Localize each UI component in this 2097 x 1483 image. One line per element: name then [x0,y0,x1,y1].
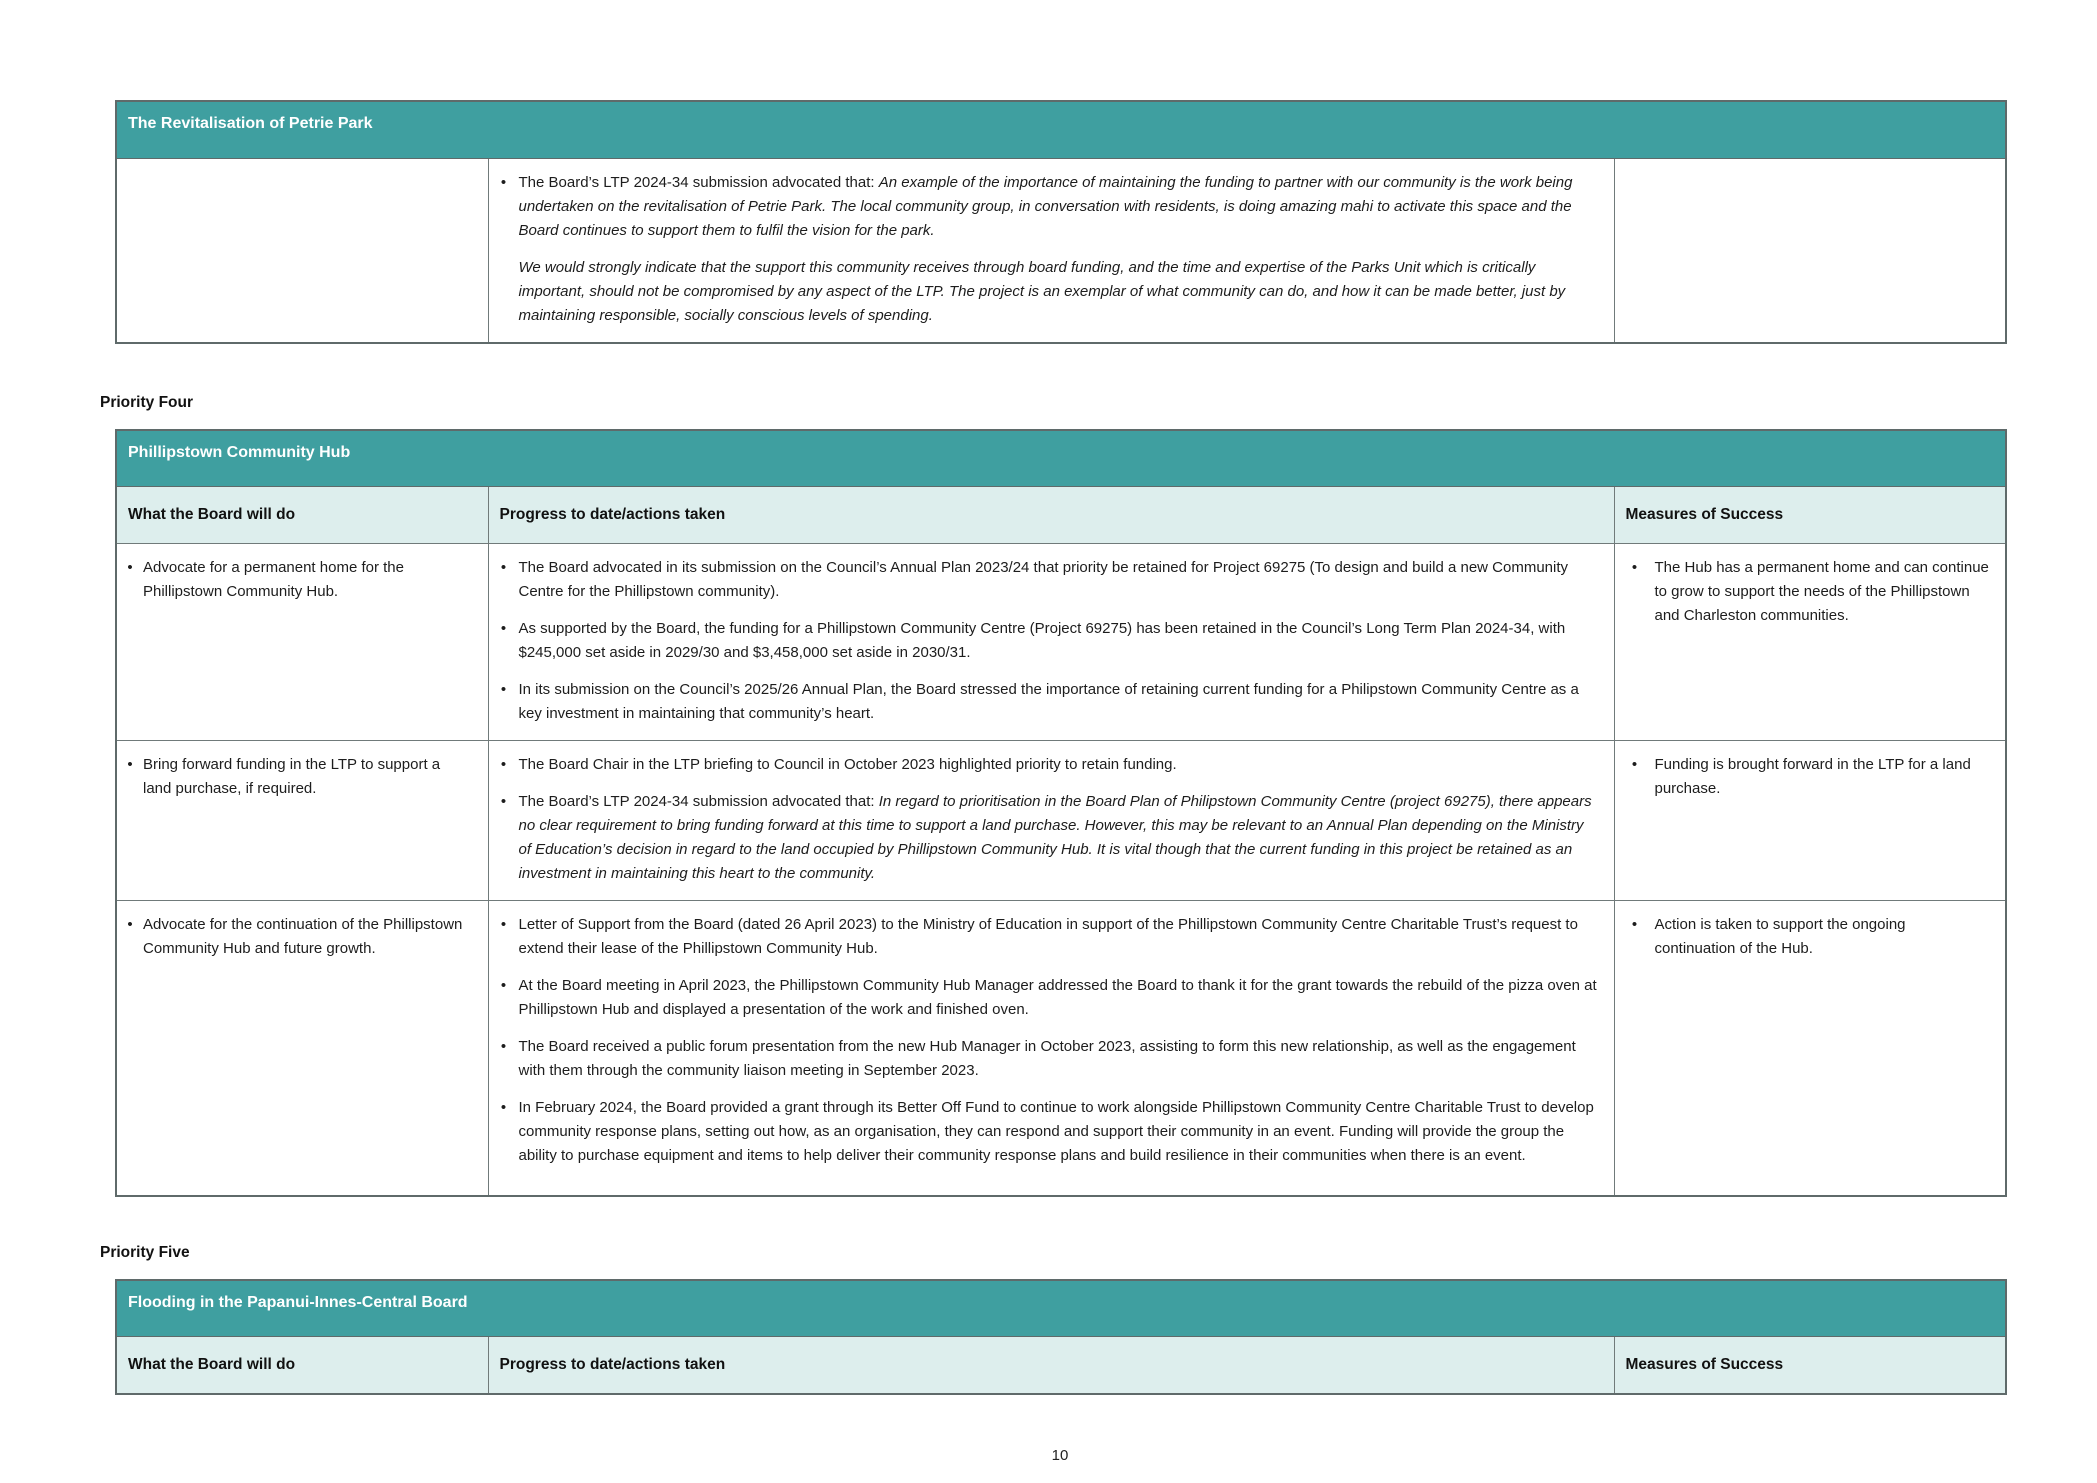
progress-item: The Board advocated in its submission on the Council’s Annual Plan 2023/24 that priority be retained for Project 69275 (To design and build a new Community Centre for the Phillipstown community). [518,559,1569,600]
bullet-icon [117,913,143,961]
table-row [116,544,2006,741]
progress-item-quote: In regard to prioritisation in the Board Plan of Philipstown Community Centre (project 69275), there appears no clear requirement to bring funding forward at this time to support a land purchase. However, this may be relevant to an Annual Plan depending on the Ministry of Education’s decision in regard to the land occupied by Phillipstown Community Hub. It is vital though that the current funding in this project be retained as an investment in maintaining this heart to the community. [518,793,1592,882]
column-header-measures: Measures of Success [1614,487,2006,544]
bullet-icon [489,753,519,777]
petrie-park-empty-right-cell [1614,158,2006,343]
bullet-icon [489,617,519,665]
bullet-icon [489,790,519,886]
priority-four-heading: Priority Four [100,393,194,411]
progress-item: Letter of Support from the Board (dated 26 April 2023) to the Ministry of Education in support of the Phillipstown Community Centre Charitable Trust’s request to extend their lease of the Phillipstown Community Hub. [518,916,1578,957]
bullet-icon [1615,913,1655,961]
bullet-icon [489,171,519,328]
bullet-icon [117,753,143,801]
will-do-text: Advocate for the continuation of the Phillipstown Community Hub and future growth. [143,916,463,957]
phillipstown-hub-table [115,429,2007,1197]
column-header-measures: Measures of Success [1614,1337,2006,1394]
page-number: 10 [1051,1446,1069,1464]
phillipstown-hub-table-title: Phillipstown Community Hub [116,430,2006,487]
petrie-park-table [115,100,2007,344]
column-header-will-do: What the Board will do [116,1337,488,1394]
column-header-row [116,487,2006,544]
table-row [116,901,2006,1196]
petrie-park-quote-paragraph: We would strongly indicate that the support this community receives through board funding, and the time and expertise of the Parks Unit which is critically important, should not be compromised by any aspect of the LTP. The project is an exemplar of what community can do, and how it can be made better, just by maintaining responsible, socially conscious levels of spending. [518,258,1566,324]
petrie-park-bullet-quote: An example of the importance of maintaining the funding to partner with our community is the work being undertaken on the revitalisation of Petrie Park. The local community group, in conversation with residents, is doing amazing mahi to activate this space and the Board continues to support them to fulfil the vision for the park. [518,173,1573,239]
petrie-park-table-title: The Revitalisation of Petrie Park [116,101,2006,158]
will-do-text: Advocate for a permanent home for the Phillipstown Community Hub. [143,559,404,600]
progress-item: As supported by the Board, the funding for a Phillipstown Community Centre (Project 69275) has been retained in the Council’s Long Term Plan 2024-34, with $245,000 set aside in 2029/30 and $3,458,000 set aside in 2030/31. [518,620,1566,661]
measures-cell [1614,901,2006,1196]
will-do-cell [116,544,488,741]
petrie-park-bullet [489,171,1606,328]
measures-cell [1614,544,2006,741]
progress-item: In February 2024, the Board provided a grant through its Better Off Fund to continue to work alongside Phillipstown Community Centre Charitable Trust to develop community response plans, setting out how, as an organisation, they can respond and support their community in an event. Funding will provide the group the ability to purchase equipment and items to help deliver their community response plans and build resilience in their communities when there is an event. [518,1099,1594,1164]
measures-text: Action is taken to support the ongoing continuation of the Hub. [1654,916,1906,957]
bullet-icon [489,556,519,604]
priority-five-heading: Priority Five [100,1243,190,1261]
petrie-park-progress-cell [488,158,1614,343]
flooding-table-title: Flooding in the Papanui-Innes-Central Board [116,1280,2006,1337]
measures-text: The Hub has a permanent home and can continue to grow to support the needs of the Phillipstown and Charleston communities. [1654,559,1989,624]
measures-text: Funding is brought forward in the LTP for a land purchase. [1654,756,1971,797]
petrie-park-bullet-lead: The Board’s LTP 2024-34 submission advocated that: [518,173,879,191]
progress-item: In its submission on the Council’s 2025/26 Annual Plan, the Board stressed the importance of retaining current funding for a Philipstown Community Centre as a key investment in maintaining that community’s heart. [518,681,1579,722]
bullet-icon [1615,556,1655,628]
progress-cell [488,544,1614,741]
bullet-icon [1615,753,1655,801]
progress-item: The Board Chair in the LTP briefing to Council in October 2023 highlighted priority to retain funding. [518,756,1177,773]
flooding-table [115,1279,2007,1395]
table-row [116,741,2006,901]
bullet-icon [489,678,519,726]
will-do-cell [116,901,488,1196]
bullet-icon [117,556,143,604]
petrie-park-bullet-text [519,171,1598,243]
column-header-row [116,1337,2006,1394]
petrie-park-empty-left-cell [116,158,488,343]
progress-item: At the Board meeting in April 2023, the Phillipstown Community Hub Manager addressed the Board to thank it for the grant towards the rebuild of the pizza oven at Phillipstown Hub and displayed a presentation of the work and finished oven. [518,977,1597,1018]
measures-cell [1614,741,2006,901]
bullet-icon [489,1096,519,1168]
progress-item-lead: The Board’s LTP 2024-34 submission advocated that: [518,793,879,810]
progress-item [519,790,1606,886]
column-header-will-do: What the Board will do [116,487,488,544]
progress-item: The Board received a public forum presentation from the new Hub Manager in October 2023, assisting to form this new relationship, as well as the engagement with them through the community liaison meeting in September 2023. [518,1038,1576,1079]
bullet-icon [489,1035,519,1083]
will-do-cell [116,741,488,901]
progress-cell [488,901,1614,1196]
bullet-icon [489,974,519,1022]
progress-cell [488,741,1614,901]
column-header-progress: Progress to date/actions taken [488,487,1614,544]
will-do-text: Bring forward funding in the LTP to support a land purchase, if required. [143,756,441,797]
column-header-progress: Progress to date/actions taken [488,1337,1614,1394]
bullet-icon [489,913,519,961]
